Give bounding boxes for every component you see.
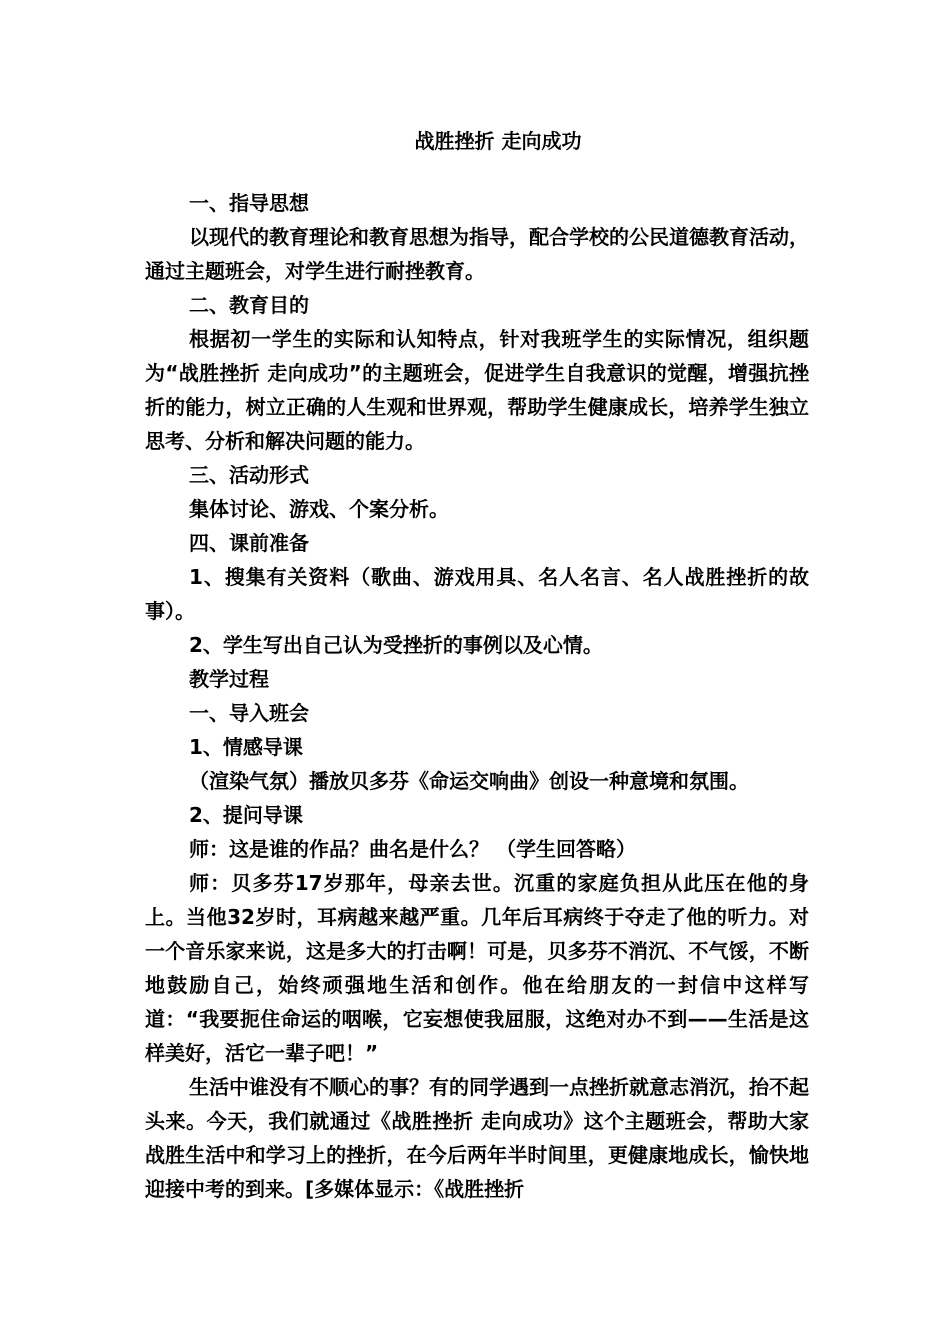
document-title: 战胜挫折 走向成功	[414, 129, 582, 153]
heading-guiding-thought: 一、指导思想	[189, 191, 309, 215]
list-item-preparation-1: 1、搜集有关资料（歌曲、游戏用具、名人名言、名人战胜挫折的故事）。	[145, 565, 809, 623]
document-body	[145, 186, 809, 1206]
subheading-emotion-intro: 1、情感导课	[189, 735, 303, 759]
paragraph-class-theme: 生活中谁没有不顺心的事？有的同学遇到一点挫折就意志消沉，抬不起头来。今天，我们就通过《战胜挫折 走向成功》这个主题班会，帮助大家战胜生活中和学习上的挫折，在今后两年半时间里，更健康地成长，愉快地迎接中考的到来。[多媒体显示：《战胜挫折	[145, 1075, 809, 1201]
list-item-preparation-2: 2、学生写出自己认为受挫折的事例以及心情。	[189, 633, 603, 657]
paragraph-play-symphony: （渲染气氛）播放贝多芬《命运交响曲》创设一种意境和氛围。	[189, 769, 749, 793]
paragraph-beethoven-story: 师：贝多芬17岁那年，母亲去世。沉重的家庭负担从此压在他的身上。当他32岁时，耳病越来越严重。几年后耳病终于夺走了他的听力。对一个音乐家来说，这是多大的打击啊！可是，贝多芬不消沉、不气馁，不断地鼓励自己，始终顽强地生活和创作。他在给朋友的一封信中这样写道：“我要扼住命运的咽喉，它妄想使我屈服，这绝对办不到——生活是这样美好，活它一辈子吧！”	[145, 871, 809, 1065]
heading-education-goal: 二、教育目的	[189, 293, 309, 317]
paragraph-teacher-question: 师：这是谁的作品？曲名是什么？ （学生回答略）	[189, 837, 636, 861]
heading-activity-form: 三、活动形式	[189, 463, 309, 487]
paragraph-activity-form: 集体讨论、游戏、个案分析。	[189, 497, 449, 521]
heading-introduction: 一、导入班会	[189, 701, 309, 725]
heading-teaching-process: 教学过程	[189, 667, 269, 691]
subheading-question-intro: 2、提问导课	[189, 803, 303, 827]
heading-preparation: 四、课前准备	[189, 531, 309, 555]
paragraph-education-goal: 根据初一学生的实际和认知特点，针对我班学生的实际情况，组织题为“战胜挫折 走向成功”的主题班会，促进学生自我意识的觉醒，增强抗挫折的能力，树立正确的人生观和世界观，帮助学生健康成长，培养学生独立思考、分析和解决问题的能力。	[145, 327, 809, 453]
paragraph-guiding-thought: 以现代的教育理论和教育思想为指导，配合学校的公民道德教育活动，通过主题班会，对学生进行耐挫教育。	[145, 225, 809, 283]
